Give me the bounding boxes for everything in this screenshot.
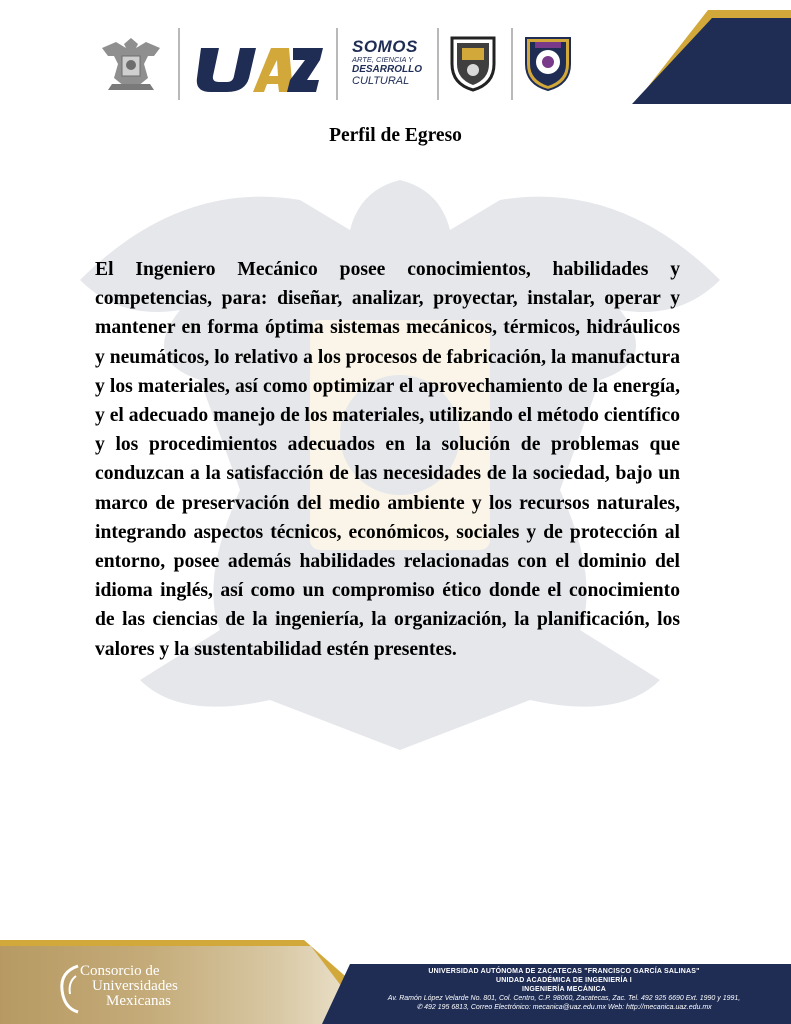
somos-line-2: DESARROLLO bbox=[352, 64, 422, 75]
somos-title: SOMOS bbox=[352, 37, 418, 56]
footer-contact-row bbox=[344, 1003, 784, 1012]
consorcio-line-2: Universidades bbox=[92, 978, 178, 994]
footer-academic-unit: UNIDAD ACADÉMICA DE INGENIERÍA I bbox=[496, 977, 632, 984]
footer-phone-email-web: 492 195 6813, Correo Electrónico: mecanica@uaz.edu.mx Web: http://mecanica.uaz.edu.mx bbox=[424, 1004, 712, 1011]
mechanical-engineering-badge-logo bbox=[522, 34, 574, 92]
uaz-coat-of-arms-logo bbox=[98, 34, 164, 92]
header-corner-navy-shape bbox=[632, 18, 791, 104]
somos-line-1: ARTE, CIENCIA Y bbox=[352, 55, 414, 64]
header-separator bbox=[336, 28, 338, 100]
header-separator bbox=[511, 28, 513, 100]
uaz-wordmark-logo bbox=[193, 40, 325, 94]
somos-cultural-logo bbox=[352, 38, 432, 87]
page-title: Perfil de Egreso bbox=[329, 125, 462, 146]
consorcio-logo-text bbox=[80, 964, 230, 1009]
footer-contact-block bbox=[344, 967, 784, 1012]
header-separator bbox=[178, 28, 180, 100]
profile-paragraph: El Ingeniero Mecánico posee conocimientos, habilidades y competencias, para: diseñar, analizar, proyectar, instalar, operar y mantener en forma óptima sistemas mecánicos, térmicos, hidráulicos y neumáticos, lo relativo a los procesos de fabricación, la manufactura y los materiales, así como optimizar el aprovechamiento de la energía, y el adecuado manejo de los materiales, utilizando el método científico y los procedimientos adecuados en la solución de problemas que conduzcan a la satisfacción de las necesidades de la sociedad, bajo un marco de preservación del medio ambiente y los recursos naturales, integrando aspectos técnicos, económicos, sociales y de protección al entorno, posee además habilidades relacionadas con el dominio del idioma inglés, así como un compromiso ético donde el conocimiento de las ciencias de la ingeniería, la organización, la planificación, los valores y la sustentabilidad estén presentes. bbox=[95, 259, 681, 660]
engineering-faculty-shield-logo bbox=[448, 34, 498, 92]
footer-university-name: UNIVERSIDAD AUTÓNOMA DE ZACATECAS "FRANCISCO GARCÍA SALINAS" bbox=[428, 968, 700, 975]
consorcio-line-3: Mexicanas bbox=[106, 993, 171, 1009]
footer-program-name: INGENIERÍA MECÁNICA bbox=[521, 986, 607, 993]
somos-line-3: CULTURAL bbox=[352, 75, 410, 87]
whatsapp-icon: ✆ bbox=[416, 1004, 425, 1011]
header-separator bbox=[437, 28, 439, 100]
consorcio-line-1: Consorcio de bbox=[80, 963, 160, 979]
consorcio-swirl-icon bbox=[56, 962, 82, 1016]
footer-address: Av. Ramón López Velarde No. 801, Col. Centro, C.P. 98060, Zacatecas, Zac. Tel. 492 925 6690 Ext. 1990 y 1991, bbox=[387, 995, 741, 1002]
